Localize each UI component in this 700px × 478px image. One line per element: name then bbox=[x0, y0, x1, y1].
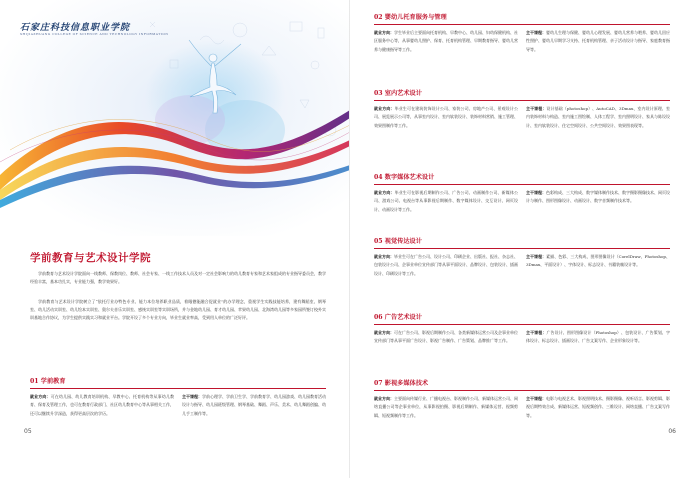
course-label: 主干课程： bbox=[526, 396, 546, 401]
course-value: 婴幼儿生理与保健、婴幼儿心理发展、婴幼儿营养与喂养、婴幼儿回应性照护、婴幼儿早期学习支持、托育机构管理、亲子活动设计与指导、家庭教育指导等。 bbox=[526, 30, 670, 52]
major-title: 02 婴幼儿托育服务与管理 bbox=[374, 12, 670, 25]
major-title: 01 学前教育 bbox=[30, 376, 326, 389]
career-value: 毕业生可在广告公司、设计公司、印刷企业、出版社、报社、杂志社、包装设计公司、企事业单位宣传部门等从事平面设计、品牌设计、包装设计、插画设计、印刷设计等工作。 bbox=[374, 254, 518, 276]
career-text bbox=[374, 29, 518, 54]
page-number-left: 05 bbox=[24, 428, 32, 435]
course-text bbox=[526, 29, 670, 54]
career-text bbox=[374, 329, 518, 346]
page-number-right: 06 bbox=[668, 428, 676, 435]
hero-banner bbox=[0, 0, 350, 236]
college-intro-paragraph-1: 学前教育与艺术设计学院面向一线教师、保教岗位、教师、社会专家、一线工作技术人员及对一定社会影响力的幼儿教育专家和艺术家组成的专业指导委员会，教学经验丰富，基本功扎实，专业能力强，教学效果好。 bbox=[30, 271, 326, 285]
course-label: 主干课程： bbox=[526, 254, 547, 259]
career-value: 毕业生可在建筑装饰设计公司、家装公司、房地产公司、景观设计公司、展览展示公司等，从事室内设计、室内软装设计、装饰材料营销、施工管理、效果图制作等工作。 bbox=[374, 106, 519, 128]
course-text bbox=[526, 105, 670, 130]
course-text bbox=[526, 329, 670, 346]
career-text bbox=[30, 393, 174, 418]
school-name: 石家庄科技信息职业学院 bbox=[20, 23, 131, 33]
major-section-01 bbox=[30, 376, 326, 418]
major-title: 04 数字媒体艺术设计 bbox=[374, 172, 670, 185]
course-label: 主干课程： bbox=[182, 394, 202, 399]
major-title: 05 视觉传达设计 bbox=[374, 236, 670, 249]
college-title: 学前教育与艺术设计学院 bbox=[30, 252, 151, 264]
career-label: 就业方向： bbox=[374, 190, 395, 195]
major-section-02 bbox=[374, 12, 670, 54]
career-label: 就业方向： bbox=[30, 394, 51, 399]
career-value: 学生毕业后主要面向托育机构、早教中心、幼儿园、妇幼保健机构、社区服务中心等，从事婴幼儿照护、保育、托育机构管理、早期教育指导、婴幼儿营养与健康指导等工作。 bbox=[374, 30, 518, 52]
course-value: 广告设计、图形图像设计（Photoshop）、包装设计、广告策划、字体设计、标志设计、插画设计、广告文案写作、企业形象设计等。 bbox=[526, 330, 670, 344]
course-text bbox=[526, 253, 670, 278]
course-text bbox=[526, 189, 670, 214]
career-label: 就业方向： bbox=[374, 106, 395, 111]
career-label: 就业方向： bbox=[374, 396, 394, 401]
course-value: 色彩构成、三大构成、数字媒体制作技术、数字摄影摄像技术、网页设计与制作、图形图像设计、动画设计、数字音频制作技术等。 bbox=[526, 190, 670, 204]
course-label: 主干课程： bbox=[526, 106, 547, 111]
course-value: 设计基础（photoshop）、AutoCAD、3Dmax、室内设计原理、室内装饰材料与构造、室内施工图绘制、人体工程学、室内照明设计、家具与陈设设计、室内软装设计、住宅空间设计、公共空间设计、效果图表现等。 bbox=[526, 106, 670, 128]
major-section-03 bbox=[374, 88, 670, 130]
career-text bbox=[374, 189, 518, 214]
career-value: 可在广告公司、影视后期制作公司、各类新媒体运营公司及企事业单位宣传部门等从事平面广告设计、影视广告制作、广告策划、品牌推广等工作。 bbox=[374, 330, 518, 344]
career-text bbox=[374, 253, 518, 278]
career-text bbox=[374, 105, 518, 130]
right-page bbox=[350, 0, 700, 478]
major-section-05 bbox=[374, 236, 670, 278]
course-label: 主干课程： bbox=[526, 30, 546, 35]
career-label: 就业方向： bbox=[374, 254, 394, 259]
major-title: 03 室内艺术设计 bbox=[374, 88, 670, 101]
career-label: 就业方向： bbox=[374, 330, 394, 335]
career-label: 就业方向： bbox=[374, 30, 394, 35]
career-text bbox=[374, 395, 518, 420]
course-label: 主干课程： bbox=[526, 330, 547, 335]
major-section-07 bbox=[374, 378, 670, 420]
course-value: 学前心理学、学前卫生学、学前教育学、幼儿园游戏、幼儿园教育活动设计与指导、幼儿园班级管理、钢琴基础、舞蹈、声乐、美术、幼儿舞蹈创编、幼儿手工制作等。 bbox=[182, 394, 326, 416]
major-title: 07 影视多媒体技术 bbox=[374, 378, 670, 391]
college-intro-paragraph-2: 学前教育与艺术设计学院树立了“依托行业办特色专业、能力本位培养职业品质，着眼德能融合促就业”的办学理念，重视学生实践技能培养，建有舞蹈室、钢琴室、幼儿活动实训室、幼儿绘本实训室、奥尔夫音乐实训室、感统实训室等实训场所，并与金地幼儿园、育才幼儿园、苹果幼儿园、北海湾幼儿园等多家园所签订校外实训基地合作协议，为学生提供实践实习和就业平台。学院开设了多个专业方向，毕业生就业率高，受到用人单位的广泛好评。 bbox=[30, 299, 326, 321]
major-section-04 bbox=[374, 172, 670, 214]
school-name-english: SHIJIAZHUANG COLLEGE OF SCIENCE AND TECHNOLOGY INFORMATION bbox=[20, 32, 169, 36]
course-value: 电影与电视艺术、影视照明技术、摄影摄像、视听语言、影视剪辑、影视后期特效合成、新媒体运营、短视频创作、三维设计、网络直播、广告文案写作等。 bbox=[526, 396, 670, 418]
career-value: 可在幼儿园、幼儿教育培训机构、早教中心、托育机构等从事幼儿教育、保育及管理工作，也可在教育行政部门、社区幼儿教育中心等从事相关工作，还可以继续升学深造，获得更高层次的学历。 bbox=[30, 394, 175, 416]
course-label: 主干课程： bbox=[526, 190, 546, 195]
major-title: 06 广告艺术设计 bbox=[374, 312, 670, 325]
major-section-06 bbox=[374, 312, 670, 346]
career-value: 毕业生可在影视后期制作公司、广告公司、动画制作公司、新媒体公司、游戏公司、电视台等从事影视后期制作、数字媒体设计、交互设计、网页设计、动画设计等工作。 bbox=[374, 190, 519, 212]
course-text bbox=[182, 393, 326, 418]
career-value: 主要面向传媒行业、广播电视台、影视制作公司、新媒体运营公司、网络直播公司等企事业单位，从事影视拍摄、影视后期制作、新媒体运营、视频剪辑、短视频制作等工作。 bbox=[374, 396, 518, 418]
course-text bbox=[526, 395, 670, 420]
course-value: 素描、色彩、三大构成、图形图像设计（CorelDraw、Photoshop、3Dmax、平面设计）、字体设计、标志设计、书籍装帧设计等。 bbox=[526, 254, 671, 268]
